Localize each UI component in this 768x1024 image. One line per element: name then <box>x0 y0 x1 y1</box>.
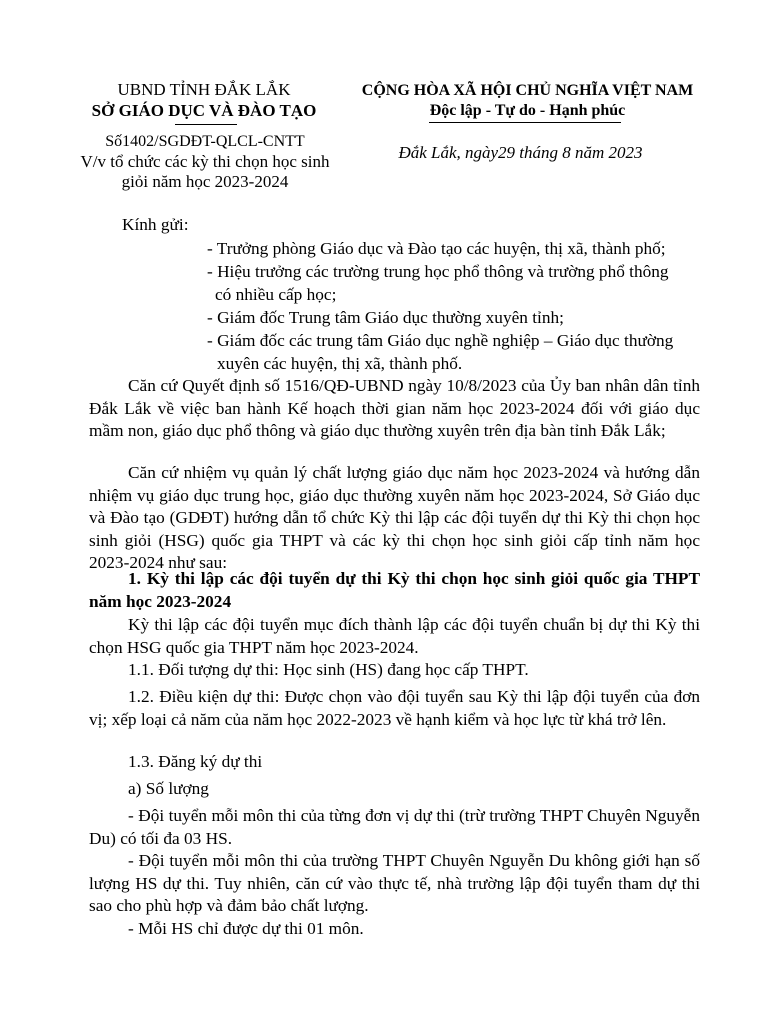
body-paragraph: Căn cứ Quyết định số 1516/QĐ-UBND ngày 10/8/2023 của Ủy ban nhân dân tỉnh Đắk Lắk về việc ban hành Kế hoạch thời gian năm học 2023-2024 đối với giáo dục mầm non, giáo dục phổ thông và giáo dục thường xuyên trên địa bàn tỉnh Đắk Lắk; <box>89 376 700 440</box>
body-paragraph: 1.1. Đối tượng dự thi: Học sinh (HS) đang học cấp THPT. <box>128 660 529 679</box>
motto-underline <box>429 122 621 123</box>
recipient-item: - Trưởng phòng Giáo dục và Đào tạo các huyện, thị xã, thành phố; <box>207 239 666 258</box>
recipient-item: - Hiệu trưởng các trường trung học phổ thông và trường phổ thông <box>207 262 669 281</box>
body-paragraph: Kỳ thi lập các đội tuyển mục đích thành lập các đội tuyển chuẩn bị dự thi Kỳ thi chọn HSG quốc gia THPT năm học 2023-2024. <box>89 615 700 657</box>
subsection-heading: 1.3. Đăng ký dự thi <box>128 752 263 771</box>
body-paragraph: Căn cứ nhiệm vụ quản lý chất lượng giáo dục năm học 2023-2024 và hướng dẫn nhiệm vụ giáo dục trung học, giáo dục thường xuyên năm học 2023-2024, Sở Giáo dục và Đào tạo (GDĐT) hướng dẫn tổ chức Kỳ thi lập các đội tuyển dự thi Kỳ thi chọn học sinh giỏi (HSG) quốc gia THPT và các kỳ thi chọn học sinh giỏi cấp tỉnh năm học 2023-2024 như sau: <box>89 463 700 572</box>
recipient-item: - Giám đốc các trung tâm Giáo dục nghề nghiệp – Giáo dục thường <box>207 331 674 350</box>
section-heading-1: 1. Kỳ thi lập các đội tuyển dự thi Kỳ thi chọn học sinh giỏi quốc gia THPT năm học 2023-2024 <box>89 569 700 611</box>
date-line: Đắk Lắk, ngày29 tháng 8 năm 2023 <box>398 143 643 162</box>
recipient-item: - Giám đốc Trung tâm Giáo dục thường xuyên tỉnh; <box>207 308 564 327</box>
list-item: - Đội tuyển mỗi môn thi của trường THPT Chuyên Nguyễn Du không giới hạn số lượng HS dự thi. Tuy nhiên, căn cứ vào thực tế, nhà trường lập đội tuyển tham dự thi sao cho phù hợp và đảm bảo chất lượng. <box>89 851 700 915</box>
subject-line1: V/v tổ chức các kỳ thi chọn học sinh <box>80 152 330 171</box>
document-number: Số1402/SGDĐT-QLCL-CNTT <box>105 133 305 150</box>
body-paragraph: 1.2. Điều kiện dự thi: Được chọn vào đội tuyển sau Kỳ thi lập đội tuyển của đơn vị; xếp loại cả năm của năm học 2022-2023 về hạnh kiểm và học lực từ khá trở lên. <box>89 687 700 729</box>
org-underline <box>175 124 237 125</box>
list-item: - Mỗi HS chỉ được dự thi 01 môn. <box>128 919 364 938</box>
org-name-line2: SỞ GIÁO DỤC VÀ ĐÀO TẠO <box>91 101 317 120</box>
national-motto: Độc lập - Tự do - Hạnh phúc <box>429 102 626 119</box>
subject-line2: giỏi năm học 2023-2024 <box>121 172 289 191</box>
recipient-item-continuation: xuyên các huyện, thị xã, thành phố. <box>217 354 463 373</box>
country-name: CỘNG HÒA XÃ HỘI CHỦ NGHĨA VIỆT NAM <box>361 82 694 99</box>
recipients-label: Kính gửi: <box>122 215 189 234</box>
recipient-item-continuation: có nhiều cấp học; <box>215 285 337 304</box>
list-heading: a) Số lượng <box>128 779 209 798</box>
org-name-line1: UBND TỈNH ĐẮK LẮK <box>117 80 291 99</box>
list-item: - Đội tuyển mỗi môn thi của từng đơn vị dự thi (trừ trường THPT Chuyên Nguyễn Du) có tối đa 03 HS. <box>89 806 700 848</box>
